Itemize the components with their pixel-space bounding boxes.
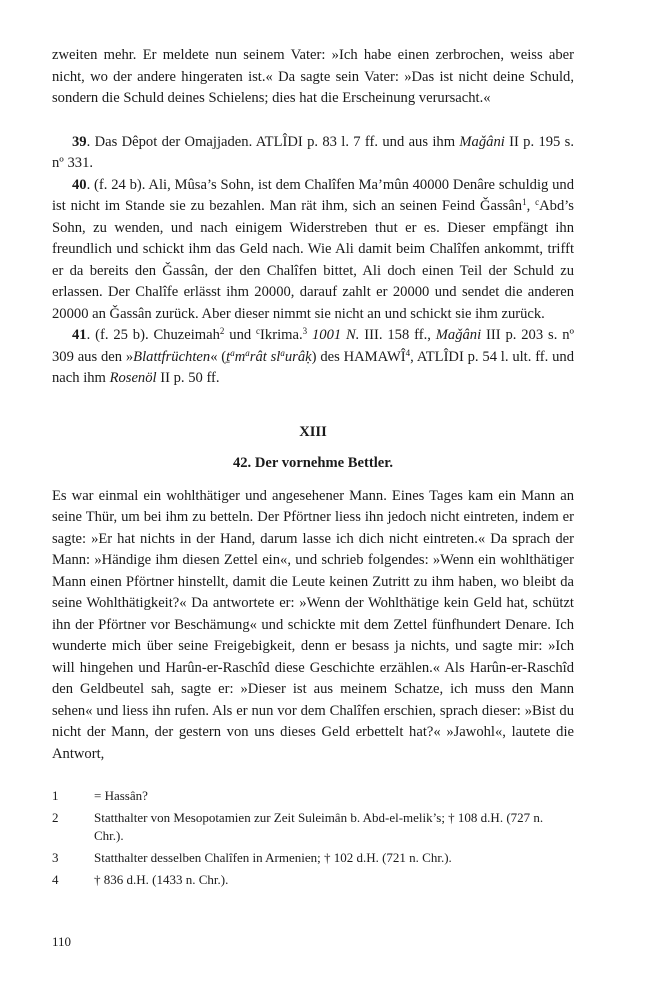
source-title: Rosenöl	[109, 370, 157, 386]
source-title: Maǧâni	[435, 327, 482, 343]
footnote-ref-1: 1	[522, 197, 527, 207]
footnote: 4 † 836 d.H. (1433 n. Chr.).	[52, 872, 229, 887]
source-title: 1001 N.	[311, 327, 360, 343]
footnotes	[52, 787, 574, 889]
chapter-heading: XIII	[299, 423, 327, 440]
intro-paragraph: zweiten mehr. Er meldete nun seinem Vater: »Ich habe einen zerbrochen, weiss aber nicht, wo der andere hingeraten ist.« Da sagte sein Vater: »Das ist nicht deine Schuld, sondern die Schuld deines Schielens; dies hat die Erscheinung verursacht.«	[52, 47, 574, 106]
story-paragraph: Es war einmal ein wohlthätiger und angesehener Mann. Eines Tages kam ein Mann an seine Thür, um bei ihm zu betteln. Der Pförtner liess ihn jedoch nicht eintreten, indem er sagte: »Er hat nichts in der Hand, darum lasse ich dich nicht eintreten.« Da sprach der Mann: »Händige ihm diesen Zettel ein«, und schrieb folgendes: »Wenn ein wohlthätiger Mann einen Pförtner hinstellt, damit die Leute keinen Zutritt zu ihm haben, wo bleibt da seine Wohlthätigkeit?« Da antwortete er: »Wenn der Wohlthätige kein Geld hat, schützt ihn der Pförtner vor Beschämung« und schickte mit dem Zettel fünfhundert Denare. Ich wunderte mich über seine Freigebigkeit, denn er besass ja nichts, und sagte mir: »Ich will hingehen und Harûn-er-Raschîd diese Geschichte erzählen.« Als Harûn-er-Raschîd den Geldbeutel sah, sagte er: »Dieser ist aus meinem Schatze, ich muss den Mann sehen« und liess ihn rufen. Als er nun vor dem Chalîfen erschien, sprach dieser: »Bist du nicht der Mann, der gestern von uns dieses Geld erbettelt hat?« »Jawohl«, lautete die Antwort,	[52, 487, 574, 762]
footnote: 1 = Hassân?	[52, 788, 148, 803]
note-39-number: 39	[72, 133, 87, 150]
page-number: 110	[52, 934, 72, 949]
transliteration: $ṯ^am^arât$ $sl^aurâḳ$	[226, 347, 312, 365]
note-39: 39. Das Dêpot der Omajjaden. ATLÎDI p. 83 l. 7 ff. und aus ihm Maǧâni II p. 195 s. nº 331.	[52, 133, 574, 171]
note-40: 40. (f. 24 b). Ali, Mûsa’s Sohn, ist dem Chalîfen Ma’mûn 40000 Denâre schuldig und ist nicht im Stande sie zu bezahlen. Man rät ihm, sich an seinen Feind Ǧassân$^1$, $^c$Abd’s Sohn, zu wenden, und nach einigem Widerstreben thut er es. Dieser empfängt ihn freundlich und schickt ihm das Geld nach. Wie Ali damit beim Chalîfen ankommt, trifft er da bereits den Ǧassân, der den Chalîfen bittet, Ali doch einen Teil der Schuld zu erlassen. Der Chalîfe erlässt ihm 20000, darauf zahlt er 20000 und sendet die anderen 20000 an Ǧassân zurück. Aber dieser nimmt sie nicht an und schickt sie ihm zurück.	[52, 176, 574, 322]
source-title: Maǧâni	[459, 133, 505, 150]
footnote-ref-4: 4	[405, 347, 411, 358]
source-title: Blattfrüchten	[133, 348, 211, 365]
note-40-number: 40	[72, 176, 87, 193]
note-41-number: 41	[72, 327, 87, 343]
footnote-ref-3: 3	[302, 326, 308, 336]
note-41: 41. (f. 25 b). Chuzeimah$^2$ und $^c$Ikrima.$^3$ 1001 N. III. 158 ff., Maǧâni III p. 203 s. nº 309 aus den »Blattfrüchten« ($ṯ^am^arât$ $sl^aurâḳ$) des HAMAWÎ$^4$, ATLÎDI p. 54 l. ult. ff. und nach ihm Rosenöl II p. 50 ff.	[52, 326, 575, 386]
footnote-ref-2: 2	[219, 326, 225, 336]
page-body	[52, 45, 574, 893]
footnote: 2 Statthalter von Mesopotamien zur Zeit Suleimân b. Abd-el-melik’s; † 108 d.H. (727 n. Chr.).	[52, 810, 544, 843]
footnote: 3 Statthalter desselben Chalîfen in Armenien; † 102 d.H. (721 n. Chr.).	[52, 850, 452, 865]
story-title: 42. Der vornehme Bettler.	[232, 454, 394, 471]
